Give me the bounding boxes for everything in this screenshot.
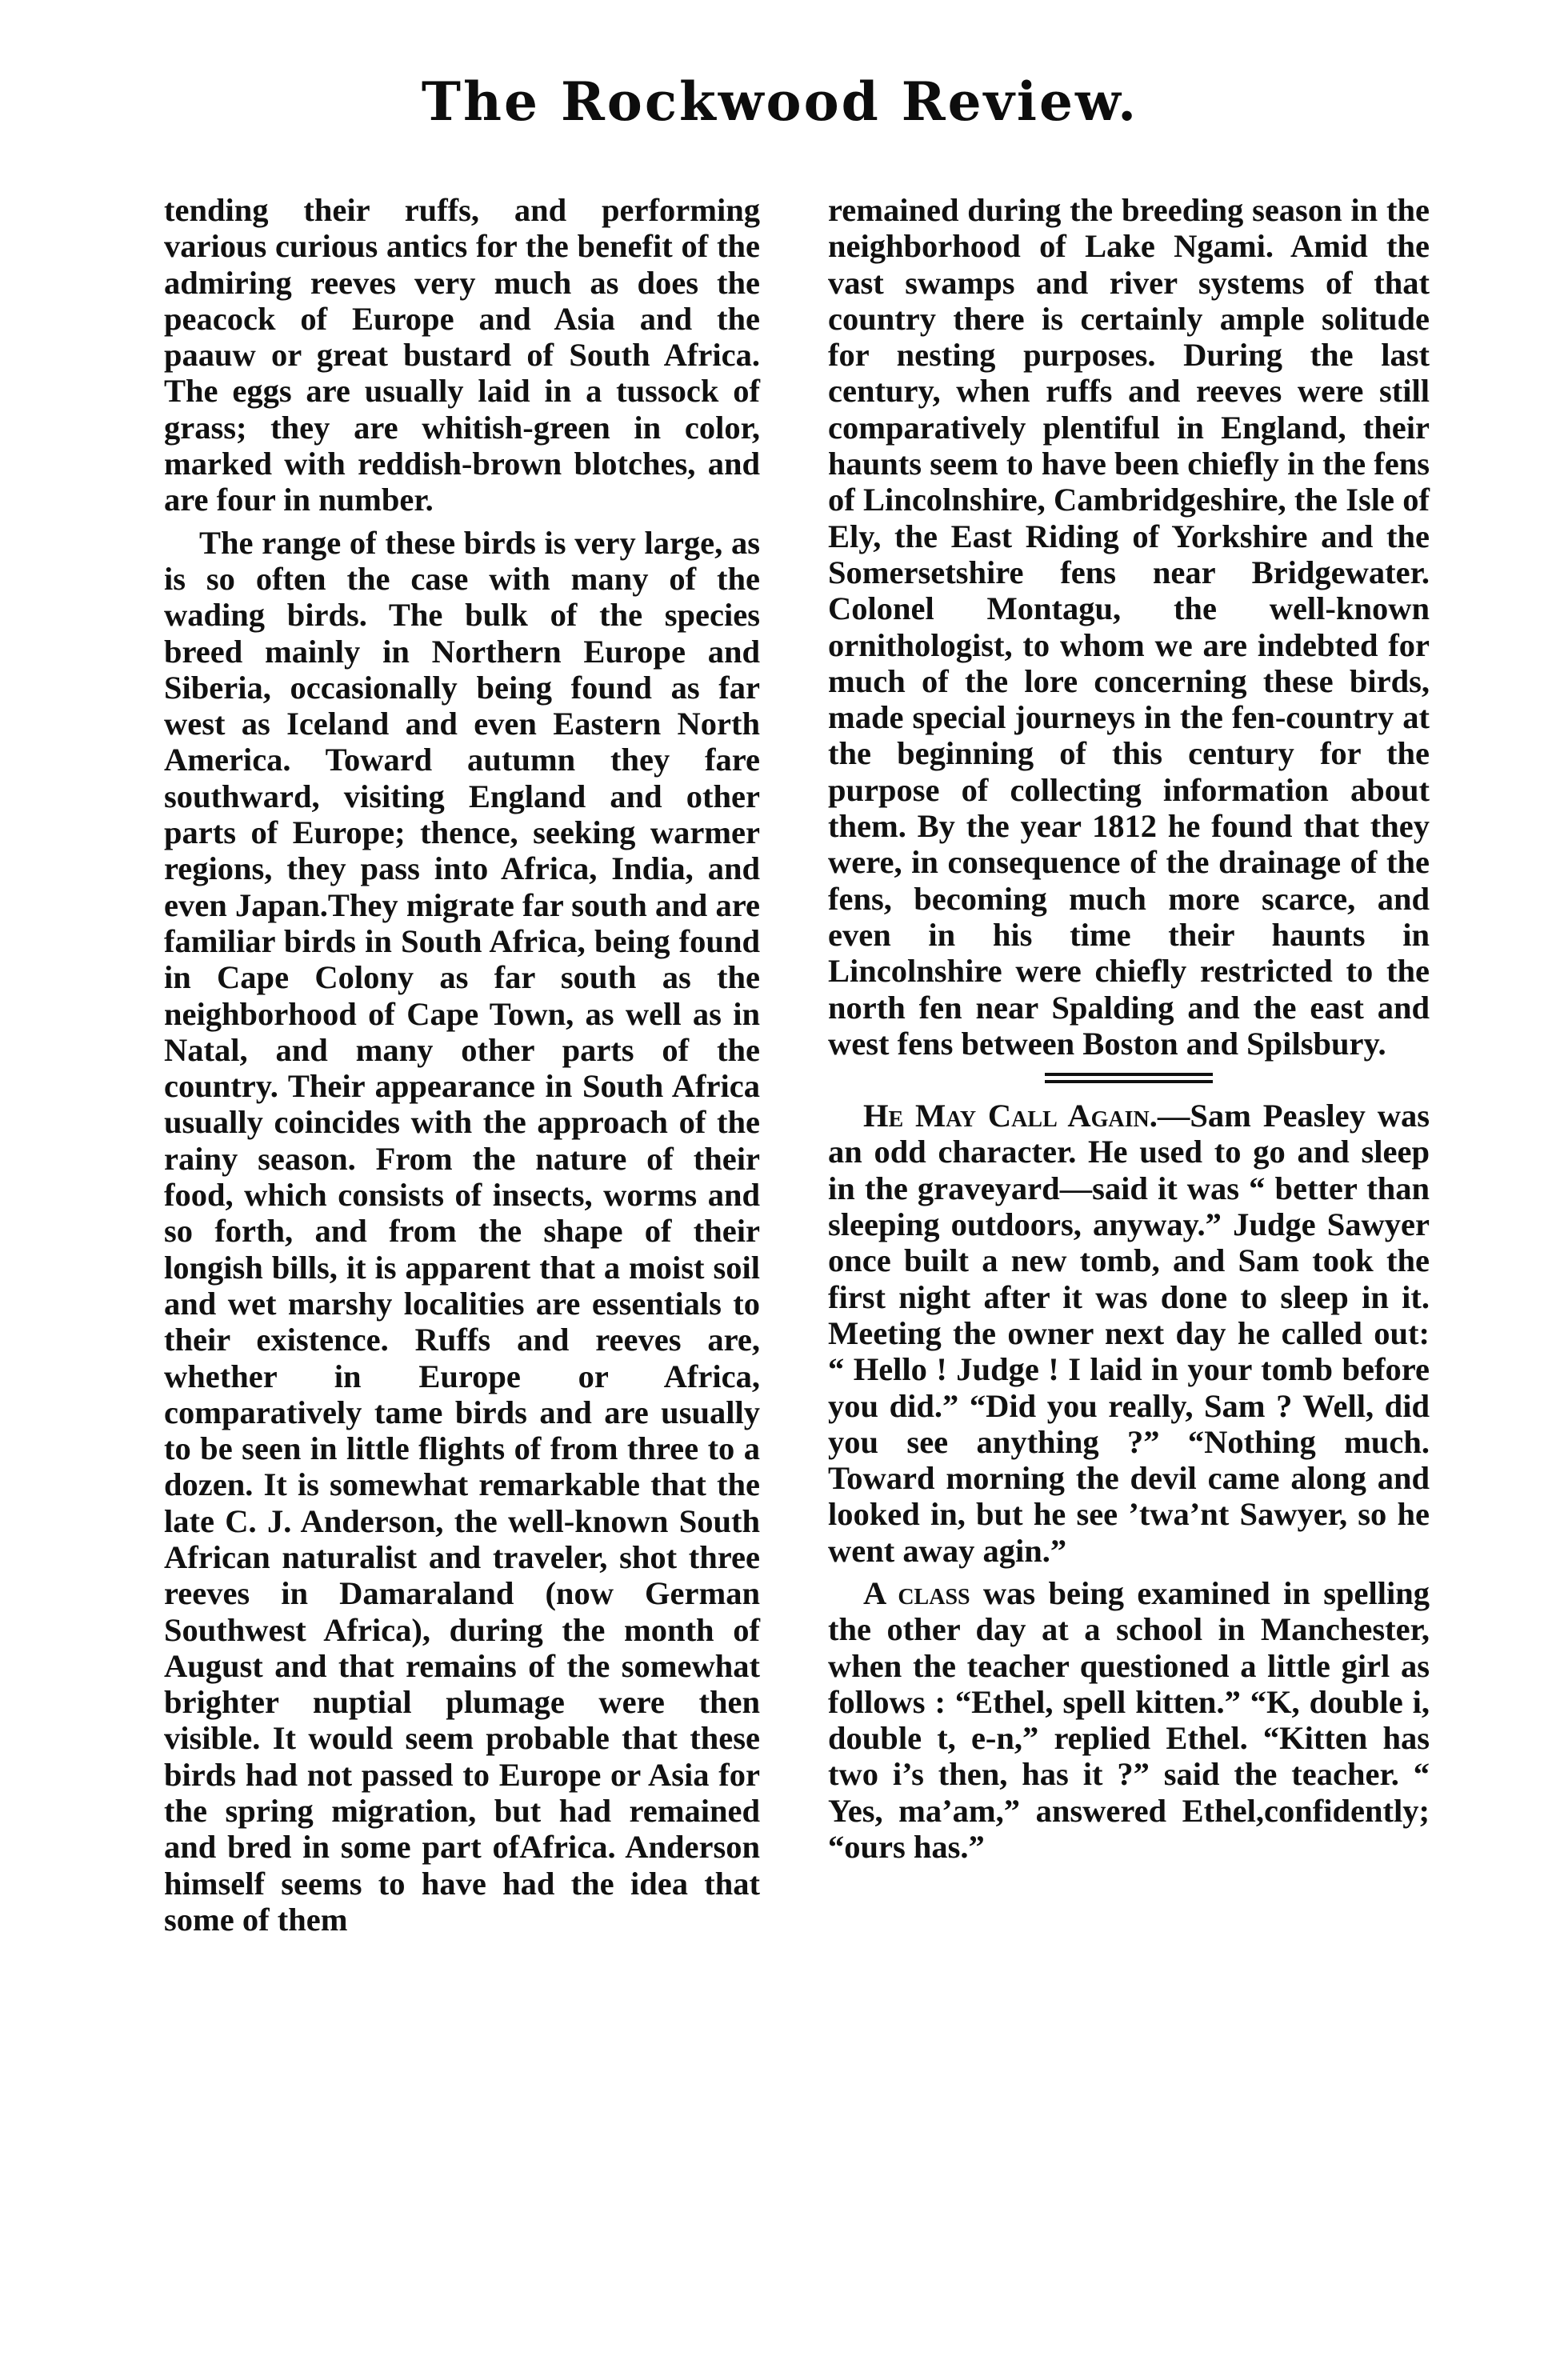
section-divider (1045, 1073, 1213, 1083)
divider-line (1045, 1073, 1213, 1076)
masthead-title: The Rockwood Review. (421, 70, 1139, 133)
right-column (828, 192, 1430, 1865)
article-paragraph: remained during the breeding season in the neighborhood of Lake Ngami. Amid the vast swamps and river systems of that country there is certainly ample solitude for nesting purposes. During the last century, when ruffs and reeves were still comparatively plentiful in England, their haunts seem to have been chiefly in the fens of Lincolnshire, Cambridgeshire, the Isle of Ely, the East Riding of Yorkshire and the Somersetshire fens near Bridgewater. Colonel Montagu, the well-known ornithologist, to whom we are indebted for much of the lore concerning these birds, made special journeys in the fen-country at the beginning of this century for the purpose of collecting information about them. By the year 1812 he found that they were, in consequence of the drainage of the fens, becoming much more scarce, and even in his time their haunts in Lincolnshire were chiefly restricted to the north fen near Spalding and the east and west fens between Boston and Spilsbury. (828, 192, 1430, 1062)
anecdote-body: was being examined in spelling the other day at a school in Manchester, when the teacher questioned a little girl as follows : “Ethel, spell kitten.” “K, double i, double t, e-n,” replied Ethel. “Kitten has two i’s then, has it ?” said the teacher. “ Yes, ma’am,” answered Ethel,confidently; “ours has.” (828, 1574, 1430, 1866)
article-paragraph: tending their ruffs, and performing various curious antics for the benefit of the admiring reeves very much as does the peacock of Europe and Asia and the paauw or great bustard of South Africa. The eggs are usually laid in a tussock of grass; they are whitish-green in color, marked with reddish-brown blotches, and are four in number. (164, 192, 760, 518)
article-paragraph: The range of these birds is very large, as is so often the case with many of the wading birds. The bulk of the species breed mainly in Northern Europe and Siberia, occasionally being found as far west as Iceland and even Eastern North America. Toward autumn they fare southward, visiting England and other parts of Europe; thence, seeking warmer regions, they pass into Africa, India, and even Japan.They migrate far south and are familiar birds in South Africa, being found in Cape Colony as far south as the neighborhood of Cape Town, as well as in Natal, and many other parts of the country. Their appearance in South Africa usually coincides with the approach of the rainy season. From the nature of their food, which consists of insects, worms and so forth, and from the shape of their longish bills, it is apparent that a moist soil and wet marshy localities are essentials to their existence. Ruffs and reeves are, whether in Europe or Africa, comparatively tame birds and are usually to be seen in little flights of from three to a dozen. It is somewhat remarkable that the late C. J. Anderson, the well-known South African naturalist and traveler, shot three reeves in Damaraland (now German Southwest Africa), during the month of August and that remains of the somewhat brighter nuptial plumage were then visible. It would seem probable that these birds had not passed to Europe or Asia for the spring migration, but had remained and bred in some part ofAfrica. Anderson himself seems to have had the idea that some of them (164, 524, 760, 1938)
divider-line (1045, 1080, 1213, 1083)
anecdote-body: —Sam Peasley was an odd character. He used to go and sleep in the graveyard—said it was “ better than sleeping outdoors, anyway.” Judge Sawyer once built a new tomb, and Sam took the first night after it was done to sleep in it. Meeting the owner next day he called out: “ Hello ! Judge ! I laid in your tomb before you did.” “Did you really, Sam ? Well, did you see anything ?” “Nothing much. Toward morning the devil came along and looked in, but he see ’twa’nt Sawyer, so he went away agin.” (828, 1098, 1430, 1569)
anecdote-lead: A class (863, 1574, 970, 1611)
anecdote-paragraph (828, 1098, 1430, 1569)
left-column (164, 192, 760, 1938)
anecdote-paragraph (828, 1575, 1430, 1865)
anecdote-heading: He May Call Again. (863, 1098, 1158, 1134)
